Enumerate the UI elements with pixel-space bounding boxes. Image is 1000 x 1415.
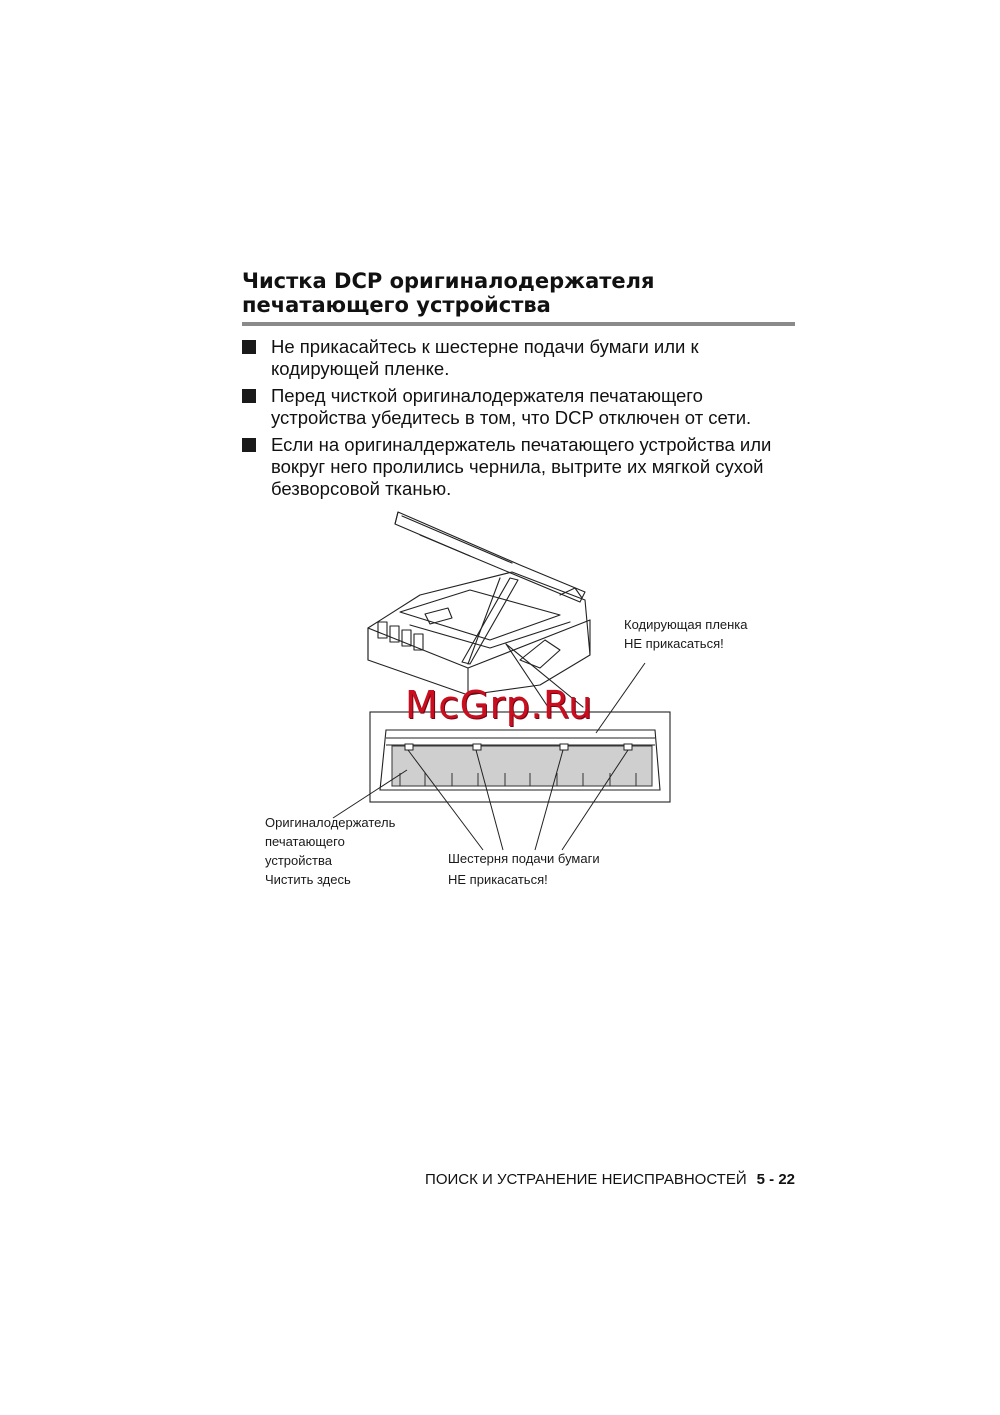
bullet-item	[242, 385, 802, 429]
callout-line: Шестерня подачи бумаги	[448, 851, 600, 866]
bullet-item	[242, 336, 802, 380]
heading-line-2: печатающего устройства	[242, 293, 551, 317]
bullet-text-line: кодирующей пленке.	[271, 358, 450, 379]
callout-encoder-strip	[624, 615, 748, 653]
callout-line: НЕ прикасаться!	[448, 872, 548, 887]
callout-line: печатающего	[265, 834, 345, 849]
bullet-item	[242, 434, 802, 500]
heading-rule	[242, 322, 795, 326]
bullet-list	[242, 336, 802, 505]
bullet-text-line: вокруг него пролились чернила, вытрите их мягкой сухой	[271, 456, 764, 477]
bullet-text-line: Если на оригиналдержатель печатающего устройства или	[271, 434, 772, 455]
watermark-logo: McGrp.Ru	[405, 683, 593, 727]
callout-line: устройства	[265, 853, 332, 868]
page-number: 5 - 22	[756, 1171, 795, 1188]
footer-section-title: ПОИСК И УСТРАНЕНИЕ НЕИСПРАВНОСТЕЙ	[425, 1171, 747, 1188]
bullet-text-line: Перед чисткой оригиналодержателя печатающего	[271, 385, 703, 406]
square-bullet-icon	[242, 438, 256, 452]
square-bullet-icon	[242, 340, 256, 354]
section-heading	[242, 269, 795, 317]
bullet-text-line: Не прикасайтесь к шестерне подачи бумаги или к	[271, 336, 699, 357]
callout-line: Кодирующая пленка	[624, 617, 748, 632]
callout-line: Чистить здесь	[265, 872, 351, 887]
callout-line: Оригиналодержатель	[265, 815, 396, 830]
heading-line-1: Чистка DCP оригиналодержателя	[242, 269, 655, 293]
bullet-text-line: безворсовой тканью.	[271, 478, 452, 499]
callout-line: НЕ прикасаться!	[624, 636, 724, 651]
square-bullet-icon	[242, 389, 256, 403]
callout-feed-gear	[448, 848, 600, 890]
page-footer	[425, 1170, 795, 1190]
bullet-text-line: устройства убедитесь в том, что DCP отключен от сети.	[271, 407, 752, 428]
callout-print-carriage	[265, 813, 395, 889]
